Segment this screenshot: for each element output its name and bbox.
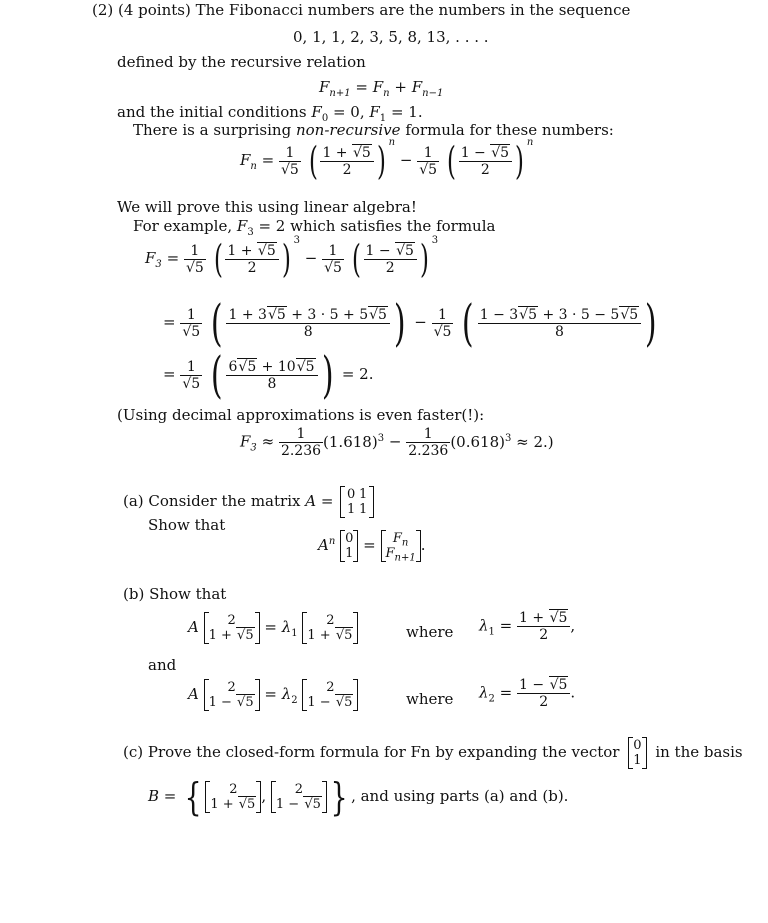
basis-definition: B = { 2 1 + √5 , 2 1 − √5 } , and using parts (a) and (b). xyxy=(148,775,569,819)
show-that-a: Show that xyxy=(148,516,226,534)
part-b-eq2: A 2 1 − √5 = $\lambda_2$ 2 1 − √5 xyxy=(188,679,358,711)
part-b-label: (b) Show that xyxy=(123,585,227,603)
binet-formula: $F_n$ = $\frac{1}{√5}$ ( $\frac{1 + √5}{2}$ ) $^n$ − $\frac{1}{√5}$ ( $\frac{1 - √5}{2}$ ) $^n$ xyxy=(240,137,534,183)
initial-conditions: and the initial conditions $F_0 = 0$, $F_1 = 1$. xyxy=(117,103,423,124)
f3-line-3: = $\frac{1}{√5}$ ( $\frac{6√5 + 10√5}{8}$ ) = 2. xyxy=(163,346,374,404)
defined-by-text: defined by the recursive relation xyxy=(117,53,366,71)
fibonacci-sequence: 0, 1, 1, 2, 3, 5, 8, 13, . . . . xyxy=(293,28,489,46)
lambda-2-def: $\lambda_2$ = $\frac{1 - √5}{2}$ . xyxy=(479,677,576,710)
part-a-equation: $A^n$ 0 1 = $F_n$ $F_{n+1}$ . xyxy=(318,531,426,564)
part-b-eq1: A 2 1 + √5 = $\lambda_1$ 2 1 + √5 xyxy=(188,612,358,644)
decimal-formula: $F_3$ ≈ $\frac{1}{2.236}$ $(1.618)^3$ − $\frac{1}{2.236}$ $(0.618)^3 \approx 2$.) xyxy=(240,426,554,459)
where-2: where xyxy=(406,690,454,708)
surprising-line: There is a surprising non-recursive formula for these numbers: xyxy=(133,121,614,139)
and-text: and xyxy=(148,656,177,674)
recursion-formula: $F_{n+1} = F_n + F_{n-1}$ xyxy=(319,78,444,99)
f3-line-2: = $\frac{1}{√5}$ ( $\frac{1 + 3√5 + 3 \cdot 5 + 5√5}{8}$ ) − $\frac{1}{√5}$ ( $\frac{1 - 3√5 + 3 \cdot 5 - 5√5}{8}$ ) xyxy=(163,294,657,352)
problem-header: (2) (4 points) The Fibonacci numbers are the numbers in the sequence xyxy=(92,1,631,19)
part-a-label: (a) Consider the matrix A = 0 1 1 1 xyxy=(123,486,374,518)
lambda-1-def: $\lambda_1$ = $\frac{1 + √5}{2}$ , xyxy=(479,610,576,643)
f3-line-1: $F_3$ = $\frac{1}{√5}$ ( $\frac{1 + √5}{2}$ ) $^3$ − $\frac{1}{√5}$ ( $\frac{1 - √5}{2}$ ) $^3$ xyxy=(145,235,439,281)
decimal-note: (Using decimal approximations is even faster(!): xyxy=(117,406,485,424)
example-text: For example, $F_3 = 2$ which satisfies the formula xyxy=(133,217,496,238)
prove-text: We will prove this using linear algebra! xyxy=(117,198,417,216)
part-c-text: (c) Prove the closed-form formula for Fn by expanding the vector 0 1 in the basis xyxy=(123,738,743,768)
where-1: where xyxy=(406,623,454,641)
